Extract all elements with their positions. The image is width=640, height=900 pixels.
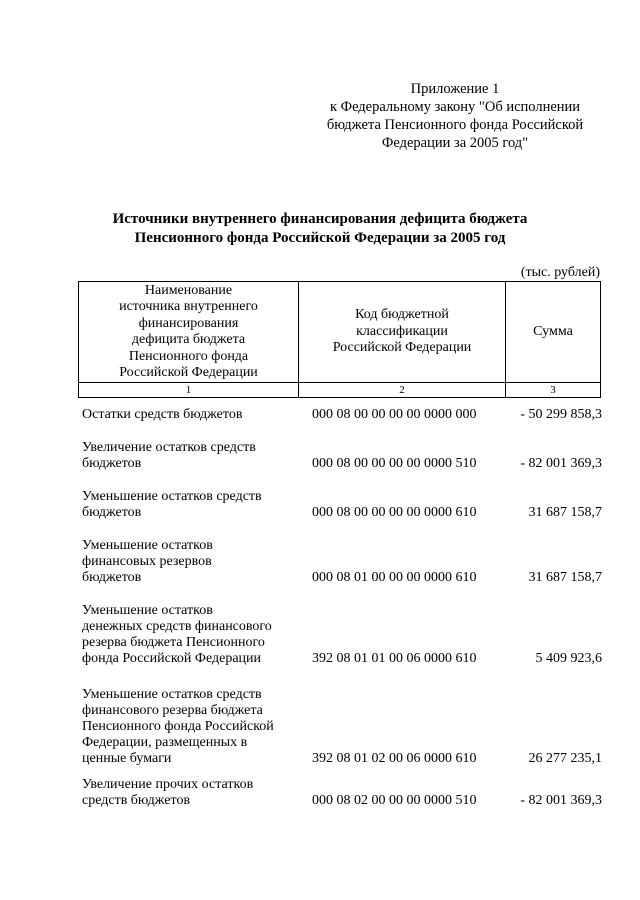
column-number: 2 [299,383,506,398]
row-code: 000 08 00 00 00 00 0000 610 [312,505,477,520]
header-name-line: Российской Федерации [119,365,258,380]
row-sum: 5 409 923,6 [535,651,602,666]
column-number: 3 [506,383,601,398]
header-name-line: финансирования [138,315,239,331]
row-name-line: Уменьшение остатков [82,538,213,553]
table-row [82,687,602,767]
header-code [299,282,506,383]
row-sum: 31 687 158,7 [528,505,602,520]
appendix-note [300,80,610,152]
row-name [82,603,307,667]
row-sum: 26 277 235,1 [528,751,602,766]
appendix-line: Приложение 1 [410,81,500,97]
row-name-line: бюджетов [82,570,142,585]
table-row [82,603,602,667]
row-name [82,440,307,472]
column-number: 1 [79,383,299,398]
header-sum [506,282,601,383]
document-title [60,210,580,248]
header-name-line: источника внутреннего [119,299,258,314]
row-sum: - 82 001 369,3 [520,456,602,471]
row-name-line: денежных средств финансового [82,619,272,634]
row-name [82,407,307,423]
appendix-line: к Федеральному закону "Об исполнении [329,99,581,115]
table-row [82,777,602,809]
row-name-line: финансовых резервов [82,554,212,569]
table-row [82,489,602,521]
row-code: 000 08 02 00 00 00 0000 510 [312,793,477,808]
row-name-line: финансового резерва бюджета [82,703,263,718]
header-name-line: Пенсионного фонда [128,348,249,364]
row-name-line: бюджетов [82,456,142,471]
header-sum-line: Сумма [533,323,573,339]
row-sum: 31 687 158,7 [528,570,602,585]
row-name-line: бюджетов [82,505,142,520]
row-sum: - 82 001 369,3 [520,793,602,808]
row-name-line: средств бюджетов [82,793,191,808]
row-sum: - 50 299 858,3 [520,407,602,422]
table-row [82,440,602,472]
header-name [79,282,299,383]
row-name-line: резерва бюджета Пенсионного [82,635,265,650]
title-line: Источники внутреннего финансирования дефицита бюджета [112,211,528,227]
header-code-line: Российской Федерации [332,340,472,356]
row-name-line: Увеличение прочих остатков [82,777,254,792]
row-name [82,489,307,521]
header-code-line: Код бюджетной [355,307,449,323]
row-code: 000 08 00 00 00 00 0000 510 [312,456,477,471]
table-row [82,538,602,586]
row-name-line: Остатки средств бюджетов [82,407,243,422]
header-name-line: Наименование [144,282,233,298]
header-code-line: классификации [356,323,448,339]
row-name-line: фонда Российской Федерации [82,651,262,666]
appendix-line: Федерации за 2005 год" [381,135,529,151]
row-name [82,538,307,586]
header-name-line: дефицита бюджета [131,332,246,347]
units-note: (тыс. рублей) [520,265,600,280]
row-name [82,687,307,767]
table-row [82,407,602,423]
row-name-line: Уменьшение остатков средств [82,687,262,702]
row-name-line: Пенсионного фонда Российской [82,719,274,734]
row-code: 392 08 01 01 00 06 0000 610 [312,651,477,666]
title-line: Пенсионного фонда Российской Федерации за 2005 год [134,230,506,246]
row-name-line: Увеличение остатков средств [82,440,256,455]
appendix-line: бюджета Пенсионного фонда Российской [326,117,584,133]
table-header [78,281,601,398]
row-code: 392 08 01 02 00 06 0000 610 [312,751,477,766]
row-name-line: ценные бумаги [82,751,172,766]
row-name-line: Федерации, размещенных в [82,735,248,750]
row-code: 000 08 00 00 00 00 0000 000 [312,407,477,422]
row-name-line: Уменьшение остатков [82,603,213,618]
row-code: 000 08 01 00 00 00 0000 610 [312,570,477,585]
row-name [82,777,307,809]
row-name-line: Уменьшение остатков средств [82,489,262,504]
